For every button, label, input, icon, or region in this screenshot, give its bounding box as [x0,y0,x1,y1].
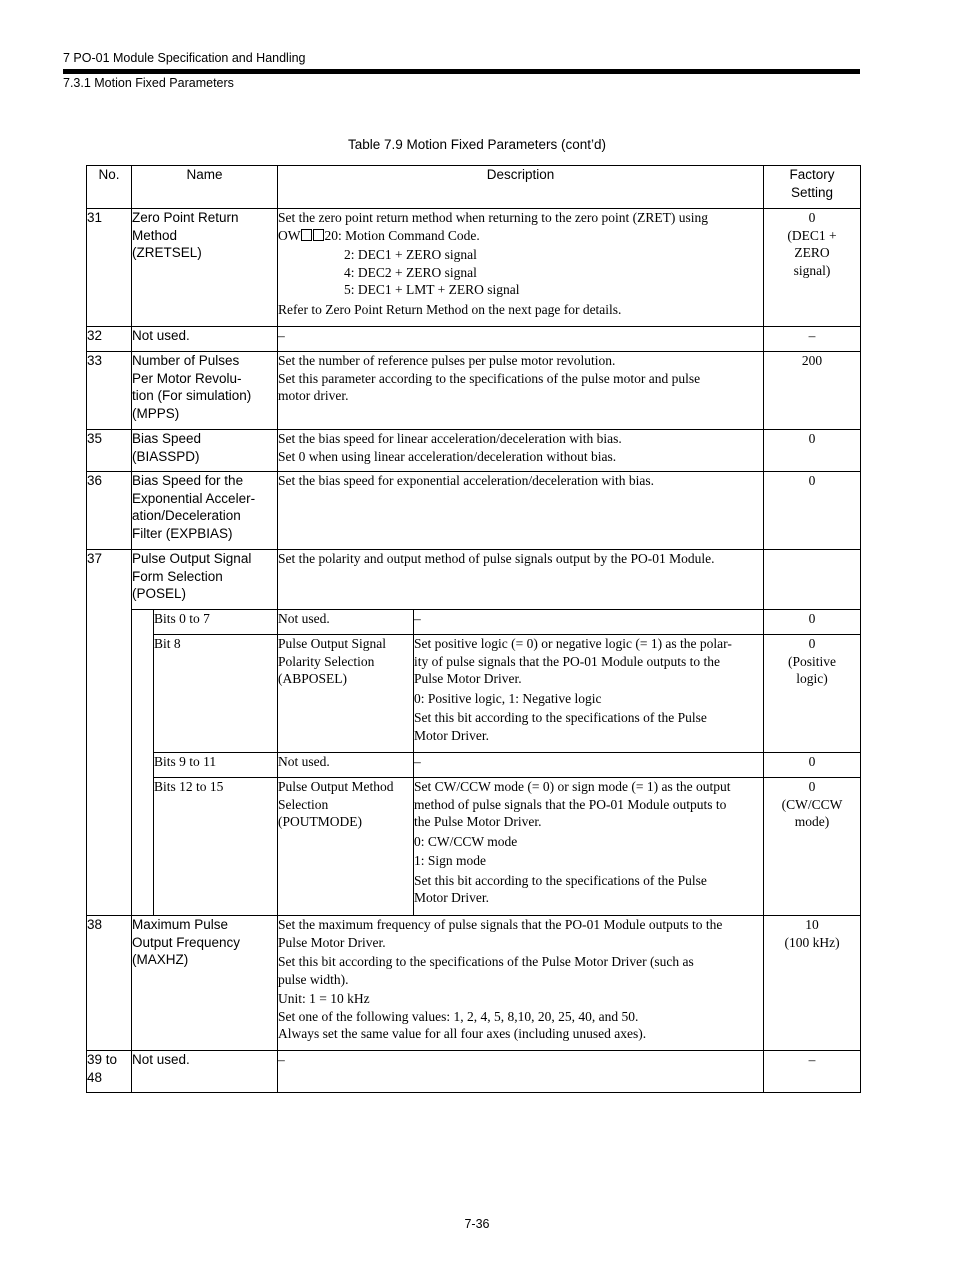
param-no: 37 [87,550,132,916]
placeholder-box-icon [313,229,324,241]
param-description: Set the number of reference pulses per pulse motor revolution. Set this parameter according to the specifications of the pulse motor and pulse motor driver. [278,352,764,430]
bit-indent-spacer [132,610,154,916]
bit-label: Bits 9 to 11 [154,753,278,778]
bit-row-8 [87,635,861,753]
bit-description: Set CW/CCW mode (= 0) or sign mode (= 1) as the output method of pulse signals that the PO-01 Module outputs to the Pulse Motor Driver. 0: CW/CCW mode 1: Sign mode Set this bit according to the specifications of the Pulse Motor Driver. [414,778,764,916]
motion-fixed-parameters-table [86,165,861,1093]
param-description: Set the maximum frequency of pulse signals that the PO-01 Module outputs to the Pulse Motor Driver. Set this bit according to the specifications of the Pulse Motor Driver (such as pulse width). Unit: 1 = 10 kHz Set one of the following values: 1, 2, 4, 5, 8,10, 20, 25, 40, and 50. Always set the same value for all four axes (including unused axes). [278,916,764,1051]
table-row-36 [87,472,861,550]
bit-name: Not used. [278,610,414,635]
factory-setting: 0 (DEC1 + ZERO signal) [764,209,861,327]
factory-setting: 200 [764,352,861,430]
param-name: Zero Point Return Method (ZRETSEL) [132,209,278,327]
factory-setting: – [764,1051,861,1093]
param-no: 39 to 48 [87,1051,132,1093]
param-no: 38 [87,916,132,1051]
table-row-32 [87,327,861,352]
col-header-description: Description [278,166,764,209]
bit-row-9-11 [87,753,861,778]
table-caption: Table 7.9 Motion Fixed Parameters (cont’d) [347,137,607,152]
param-description: Set the polarity and output method of pulse signals output by the PO-01 Module. [278,550,764,610]
param-description: – [278,1051,764,1093]
factory-setting [764,550,861,610]
factory-setting: – [764,327,861,352]
param-no: 33 [87,352,132,430]
section-header: 7.3.1 Motion Fixed Parameters [63,76,234,90]
bit-description: Set positive logic (= 0) or negative logic (= 1) as the polar- ity of pulse signals that the PO-01 Module outputs to the Pulse Motor Driver. 0: Positive logic, 1: Negative logic Set this bit according to the specifications of the Pulse Motor Driver. [414,635,764,753]
bit-name: Pulse Output Signal Polarity Selection (ABPOSEL) [278,635,414,753]
table-row-31 [87,209,861,327]
param-name: Not used. [132,327,278,352]
bit-label: Bit 8 [154,635,278,753]
factory-setting: 0 [764,610,861,635]
param-no: 35 [87,430,132,472]
factory-setting: 0 [764,430,861,472]
table-row-33 [87,352,861,430]
param-name: Bias Speed for the Exponential Acceler- ation/Deceleration Filter (EXPBIAS) [132,472,278,550]
param-name: Not used. [132,1051,278,1093]
bit-row-12-15 [87,778,861,916]
factory-setting: 0 (CW/CCW mode) [764,778,861,916]
param-no: 31 [87,209,132,327]
bit-description: – [414,610,764,635]
param-description: Set the zero point return method when returning to the zero point (ZRET) using OW 20: Motion Command Code. 2: DEC1 + ZERO signal 4: DEC2 + ZERO signal 5: DEC1 + LMT + ZERO signal Refer to Zero Point Return Method on the next page for details. [278,209,764,327]
bit-name: Not used. [278,753,414,778]
param-name: Bias Speed (BIASSPD) [132,430,278,472]
param-description: Set the bias speed for linear acceleration/deceleration with bias. Set 0 when using linear acceleration/deceleration without bias. [278,430,764,472]
col-header-no: No. [87,166,132,209]
param-name: Number of Pulses Per Motor Revolu- tion (For simulation) (MPPS) [132,352,278,430]
bit-label: Bits 12 to 15 [154,778,278,916]
bit-label: Bits 0 to 7 [154,610,278,635]
factory-setting: 0 [764,472,861,550]
param-description: – [278,327,764,352]
factory-setting: 0 (Positive logic) [764,635,861,753]
page-number: 7-36 [464,1217,490,1231]
factory-setting: 10 (100 kHz) [764,916,861,1051]
bit-row-0-7 [87,610,861,635]
param-name: Maximum Pulse Output Frequency (MAXHZ) [132,916,278,1051]
col-header-factory-setting: Factory Setting [764,166,861,209]
param-description: Set the bias speed for exponential acceleration/deceleration with bias. [278,472,764,550]
placeholder-box-icon [301,229,312,241]
table-header-row [87,166,861,209]
param-name: Pulse Output Signal Form Selection (POSEL) [132,550,278,610]
factory-setting: 0 [764,753,861,778]
table-row-35 [87,430,861,472]
param-no: 32 [87,327,132,352]
param-no: 36 [87,472,132,550]
col-header-name: Name [132,166,278,209]
table-row-39-48 [87,1051,861,1093]
table-row-38 [87,916,861,1051]
table-row-37 [87,550,861,610]
bit-description: – [414,753,764,778]
header-rule [63,69,860,74]
bit-name: Pulse Output Method Selection (POUTMODE) [278,778,414,916]
chapter-header: 7 PO-01 Module Specification and Handling [63,51,306,65]
